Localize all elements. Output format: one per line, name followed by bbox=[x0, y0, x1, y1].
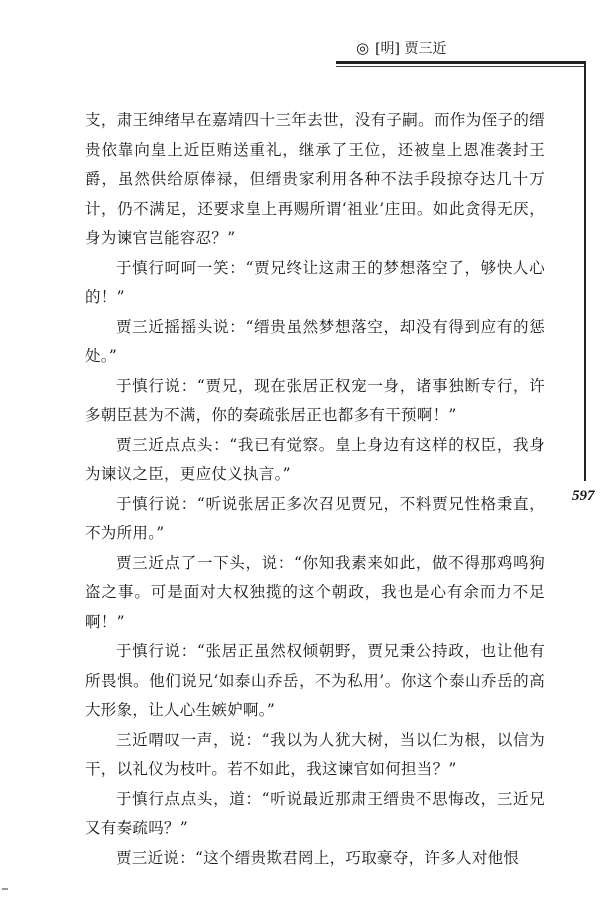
header-rule bbox=[336, 61, 584, 64]
running-header bbox=[356, 38, 446, 58]
scan-edge-mark bbox=[2, 888, 8, 890]
side-rule bbox=[584, 61, 586, 481]
paragraph: 于慎行说：“听说张居正多次召见贾兄，不料贾兄性格秉直，不为所用。” bbox=[85, 494, 545, 542]
paragraph: 于慎行呵呵一笑：“贾兄终让这肃王的梦想落空了，够快人心的！” bbox=[85, 258, 545, 306]
paragraph: 贾三近说：“这个缙贵欺君罔上，巧取豪夺，许多人对他恨 bbox=[116, 848, 520, 867]
page-number: 597 bbox=[572, 488, 595, 504]
paragraph: 贾三近点了一下头，说：“你知我素来如此，做不得那鸡鸣狗盗之事。可是面对大权独揽的这个朝政，我也是心有余而力不足啊！” bbox=[85, 553, 545, 631]
bullseye-icon: ◎ bbox=[356, 39, 370, 57]
paragraph: 贾三近点点头：“我已有觉察。皇上身边有这样的权臣，我身为谏议之臣，更应仗义执言。” bbox=[85, 435, 545, 483]
header-rule-thin bbox=[336, 66, 584, 67]
paragraph: 于慎行点点头，道：“听说最近那肃王缙贵不思悔改，三近兄又有奏疏吗？” bbox=[85, 789, 545, 837]
paragraph: 于慎行说：“张居正虽然权倾朝野，贾兄秉公持政，也让他有所畏惧。他们说兄‘如泰山乔岳，不为私用’。你这个泰山乔岳的高大形象，让人心生嫉妒啊。” bbox=[85, 642, 545, 719]
body-text bbox=[85, 106, 545, 873]
paragraph: 三近喟叹一声，说：“我以为人犹大树，当以仁为根，以信为干，以礼仪为枝叶。若不如此，我这谏官如何担当？” bbox=[85, 730, 545, 778]
paragraph: 贾三近摇摇头说：“缙贵虽然梦想落空，却没有得到应有的惩处。” bbox=[85, 317, 545, 365]
paragraph: 于慎行说：“贾兄，现在张居正权宠一身，诸事独断专行，许多朝臣甚为不满，你的奏疏张居正也都多有干预啊！” bbox=[85, 376, 545, 424]
chapter-title: [明] 贾三近 bbox=[375, 41, 447, 57]
paragraph: 支，肃王绅绪早在嘉靖四十三年去世，没有子嗣。而作为侄子的缙贵依靠向皇上近臣贿送重礼，继承了王位，还被皇上恩准袭封王爵，虽然供给原俸禄，但缙贵家利用各种不法手段掠夺达几十万计，仍不满足，还要求皇上再赐所谓‘祖业’庄田。如此贪得无厌，身为谏官岂能容忍？” bbox=[85, 111, 545, 247]
